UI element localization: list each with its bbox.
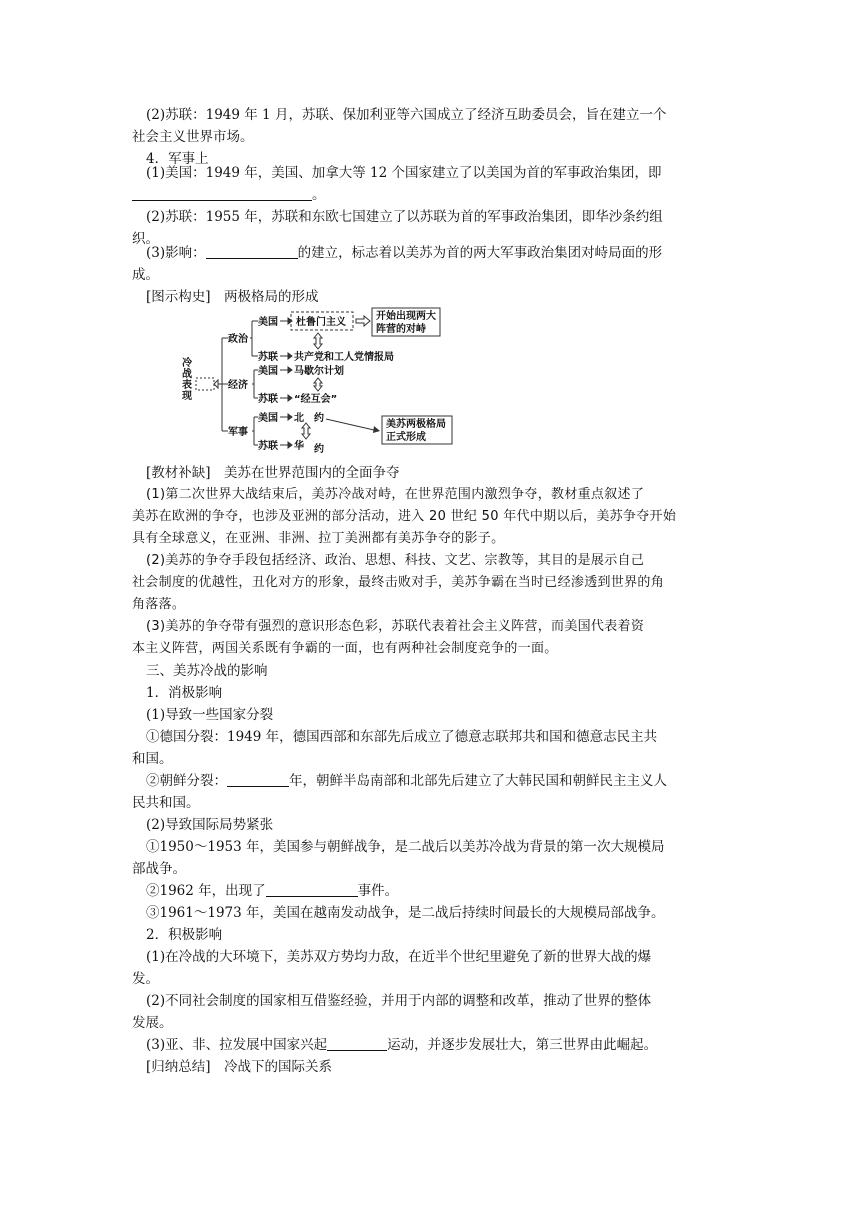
text-line: (2)不同社会制度的国家相互借鉴经验，并用于内部的调整和改革，推动了世界的整体 <box>146 993 652 1009</box>
svg-text:冷: 冷 <box>182 358 192 369</box>
text-line: (2)苏联：1949 年 1 月，苏联、保加利亚等六国成立了经济互助委员会，旨在建立一个 <box>146 107 667 123</box>
text-line: 。 <box>132 184 732 206</box>
text-line: 本主义阵营，两国关系既有争霸的一面，也有两种社会制度竞争的一面。 <box>132 641 558 656</box>
section-heading: 1．消极影响 <box>146 685 223 701</box>
svg-text:美国: 美国 <box>258 413 278 424</box>
text-line: (2)美苏的争夺手段包括经济、政治、思想、科技、文艺、宗教等，其目的是展示自己 <box>146 553 645 568</box>
text-line: (3)亚、非、拉发展中国家兴起 运动，并逐步发展壮大，第三世界由此崛起。 <box>146 1037 658 1053</box>
section-label: [归纳总结] 冷战下的国际关系 <box>146 1059 333 1075</box>
text-line: ②1962 年，出现了 事件。 <box>146 883 399 899</box>
section-heading: 4．军事上 <box>146 151 209 167</box>
section-heading: 2．积极影响 <box>146 927 223 943</box>
svg-text:战: 战 <box>182 369 192 380</box>
section-heading: 三、美苏冷战的影响 <box>146 663 268 679</box>
answer-blank[interactable] <box>227 772 289 787</box>
svg-text:美国: 美国 <box>258 317 278 328</box>
svg-text:正式形成: 正式形成 <box>386 432 426 443</box>
politics-label: 政治 <box>228 334 248 345</box>
svg-text:阵营的对峙: 阵营的对峙 <box>376 324 426 335</box>
text-line: ③1961～1973 年，美国在越南发动战争，是二战后持续时间最长的大规模局部战争。 <box>146 905 665 921</box>
svg-text:美苏两极格局: 美苏两极格局 <box>386 419 446 430</box>
svg-text:开始出现两大: 开始出现两大 <box>376 311 436 322</box>
svg-text:表: 表 <box>182 380 192 391</box>
comecon: “经互会” <box>294 394 338 405</box>
military-label: 军事 <box>228 427 248 438</box>
answer-blank[interactable] <box>266 882 358 897</box>
text-line: (1)美国：1949 年，美国、加拿大等 12 个国家建立了以美国为首的军事政治集团，即 <box>146 165 662 181</box>
text-line: 和国。 <box>132 751 173 767</box>
text-line: ①1950～1953 年，美国参与朝鲜战争，是二战后以美苏冷战为背景的第一次大规模局 <box>146 839 665 855</box>
text-line: 发展。 <box>132 1015 173 1031</box>
marshall-plan: 马歇尔计划 <box>294 366 344 377</box>
text-line: 社会主义世界市场。 <box>132 129 254 145</box>
text-line: ①德国分裂：1949 年，德国西部和东部先后成立了德意志联邦共和国和德意志民主共 <box>146 729 658 745</box>
svg-text:美国: 美国 <box>258 366 278 377</box>
svg-text:华: 华 <box>294 441 304 452</box>
text-line: 社会制度的优越性，丑化对方的形象，最终击败对手，美苏争霸在当时已经渗透到世界的角 <box>132 575 665 590</box>
answer-blank[interactable] <box>206 244 298 259</box>
svg-text:苏联: 苏联 <box>258 394 278 405</box>
text-line: (1)第二次世界大战结束后，美苏冷战对峙，在世界范围内激烈争夺，教材重点叙述了 <box>146 487 645 502</box>
text-line: 部战争。 <box>132 861 186 877</box>
text-line: 美苏在欧洲的争夺，也涉及亚洲的部分活动，进入 20 世纪 50 年代中期以后，美苏争夺开始 <box>132 509 677 524</box>
text-line: (2)导致国际局势紧张 <box>146 817 274 833</box>
svg-text:北: 北 <box>294 413 304 424</box>
text-line: (1)导致一些国家分裂 <box>146 707 274 723</box>
svg-text:约: 约 <box>314 444 324 455</box>
root-label <box>181 356 193 402</box>
text-line: 具有全球意义，在亚洲、非洲、拉丁美洲都有美苏争夺的影子。 <box>132 531 505 546</box>
cominform: 共产党和工人党情报局 <box>294 352 394 363</box>
section-label: [图示构史] 两极格局的形成 <box>146 289 319 305</box>
svg-text:现: 现 <box>182 391 192 402</box>
svg-text:苏联: 苏联 <box>258 441 278 452</box>
text-line: (3)美苏的争夺带有强烈的意识形态色彩，苏联代表着社会主义阵营，而美国代表着资 <box>146 619 645 634</box>
text-line: 织。 <box>132 231 159 247</box>
text-line: 发。 <box>132 971 159 987</box>
text-line: (2)苏联：1955 年，苏联和东欧七国建立了以苏联为首的军事政治集团，即华沙条约组 <box>146 209 663 225</box>
section-label: [教材补缺] 美苏在世界范围内的全面争夺 <box>146 465 400 481</box>
bipolar-formation-diagram <box>178 306 458 455</box>
text-line: 成。 <box>132 267 159 283</box>
truman-doctrine: 杜鲁门主义 <box>296 317 346 328</box>
answer-blank[interactable] <box>327 1036 387 1051</box>
text-line: (3)影响： 的建立，标志着以美苏为首的两大军事政治集团对峙局面的形 <box>146 245 663 261</box>
answer-blank[interactable] <box>132 186 312 201</box>
economy-label: 经济 <box>228 380 248 391</box>
text-line: (1)在冷战的大环境下，美苏双方势均力敌，在近半个世纪里避免了新的世界大战的爆 <box>146 949 652 965</box>
text-line: 民共和国。 <box>132 795 200 811</box>
text-line: ②朝鲜分裂： 年，朝鲜半岛南部和北部先后建立了大韩民国和朝鲜民主主义人 <box>146 773 667 789</box>
svg-text:苏联: 苏联 <box>258 352 278 363</box>
text-line: 角落落。 <box>132 597 186 612</box>
svg-text:约: 约 <box>314 413 324 424</box>
